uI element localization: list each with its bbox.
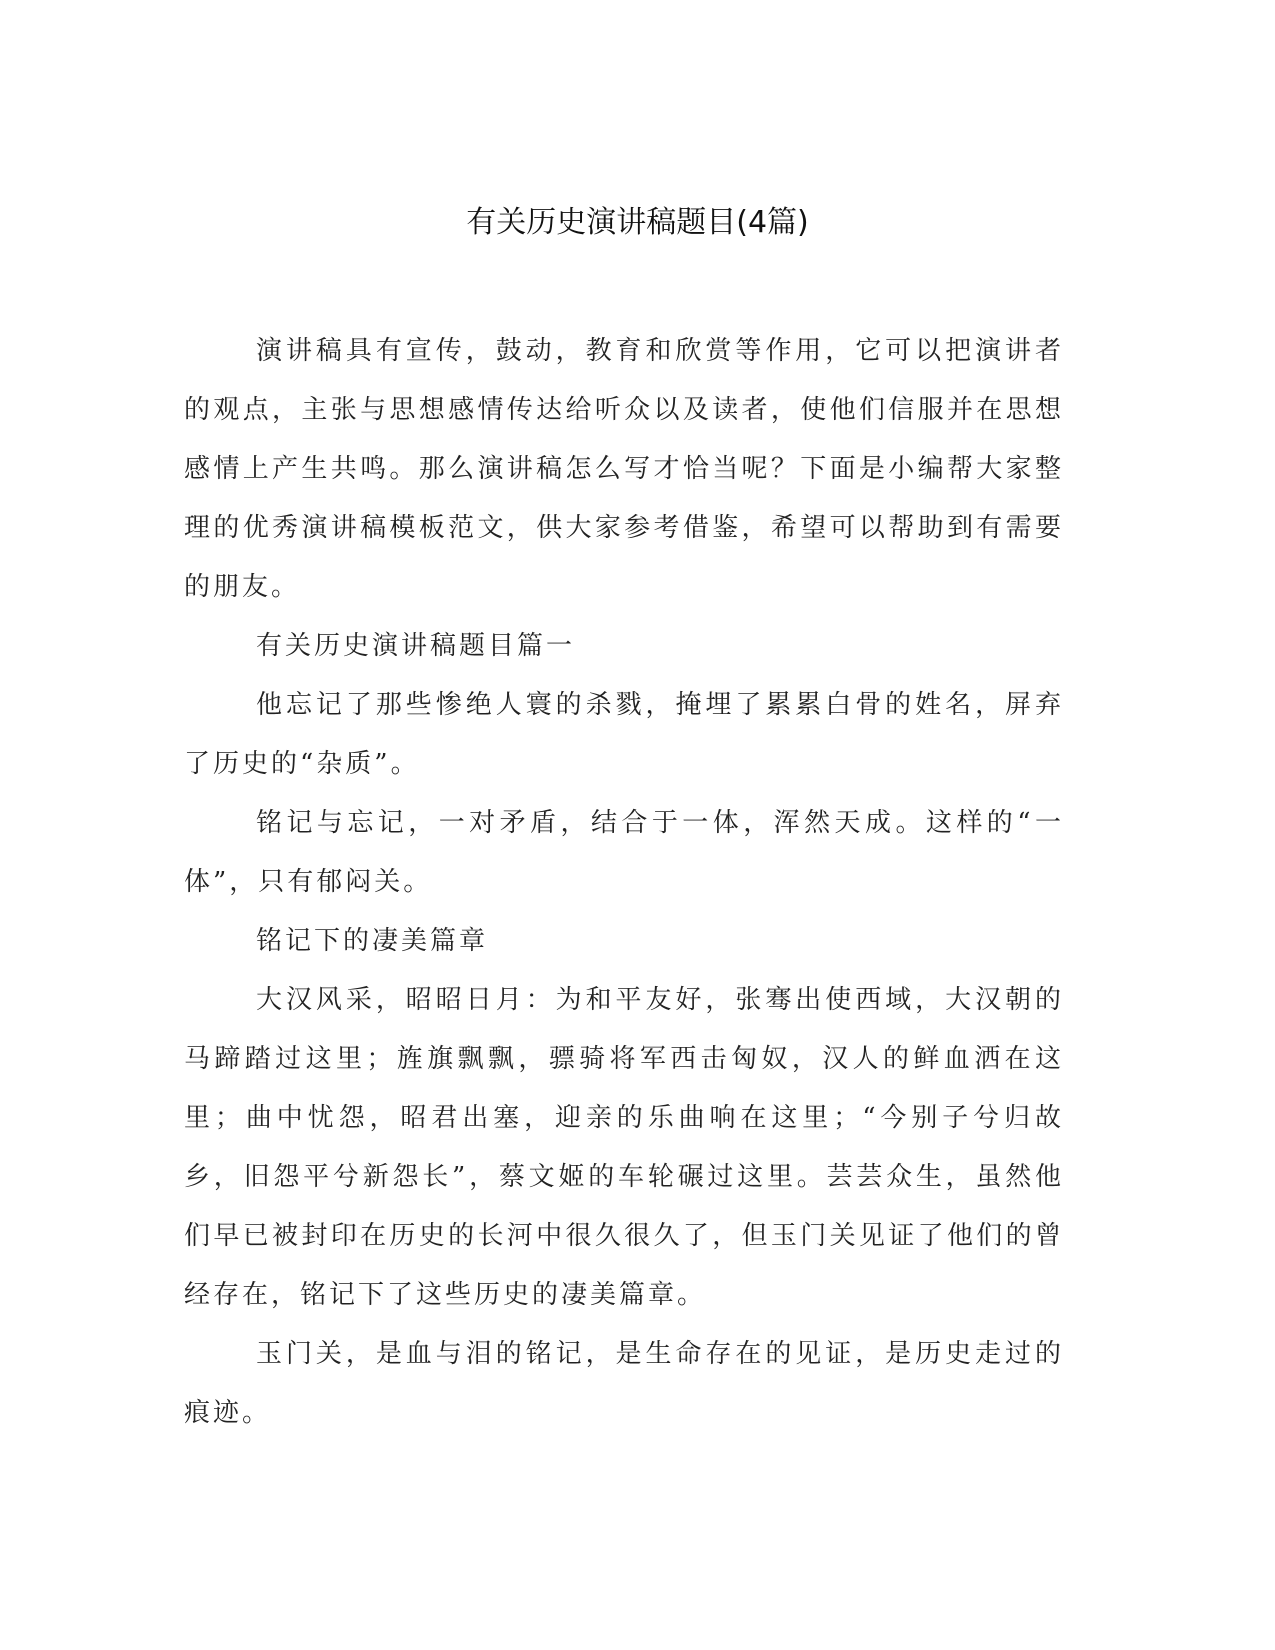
section-heading: 有关历史演讲稿题目篇一 — [256, 631, 576, 661]
body-paragraph: 大汉风采，昭昭日月：为和平友好，张骞出使西域，大汉朝的马蹄踏过这里；旌旗飘飘，骠骑将军西击匈奴，汉人的鲜血洒在这里；曲中忧怨，昭君出塞，迎亲的乐曲响在这里；“今别子兮归故乡，旧怨平兮新怨长”，蔡文姬的车轮碾过这里。芸芸众生，虽然他们早已被封印在历史的长河中很久很久了，但玉门关见证了他们的曾经存在，铭记下了这些历史的凄美篇章。 — [184, 985, 1064, 1310]
document-body — [184, 322, 1064, 1443]
document-title: 有关历史演讲稿题目(4篇) — [466, 205, 809, 240]
body-paragraph: 玉门关，是血与泪的铭记，是生命存在的见证，是历史走过的痕迹。 — [184, 1339, 1064, 1428]
intro-paragraph: 演讲稿具有宣传，鼓动，教育和欣赏等作用，它可以把演讲者的观点，主张与思想感情传达给听众以及读者，使他们信服并在思想感情上产生共鸣。那么演讲稿怎么写才恰当呢？下面是小编帮大家整理的优秀演讲稿模板范文，供大家参考借鉴，希望可以帮助到有需要的朋友。 — [184, 336, 1064, 602]
body-paragraph: 铭记与忘记，一对矛盾，结合于一体，浑然天成。这样的“一体”，只有郁闷关。 — [184, 808, 1064, 897]
subsection-heading: 铭记下的凄美篇章 — [256, 926, 489, 956]
body-paragraph: 他忘记了那些惨绝人寰的杀戮，掩埋了累累白骨的姓名，屏弃了历史的“杂质”。 — [184, 690, 1064, 779]
